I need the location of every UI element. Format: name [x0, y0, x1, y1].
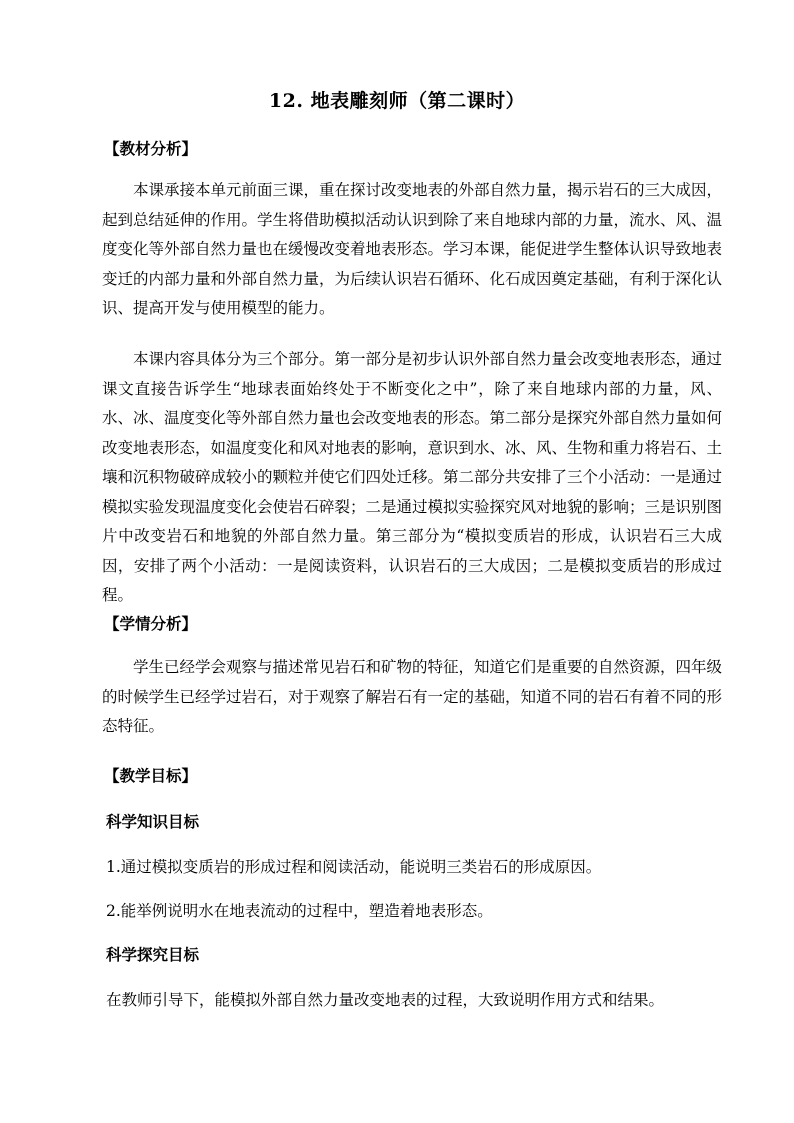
page-title: 12. 地表雕刻师（第二课时） — [268, 90, 526, 112]
learner-analysis-heading: 【学情分析】 — [104, 614, 198, 633]
inquiry-goal-1: 在教师引导下，能模拟外部自然力量改变地表的过程，大致说明作用方式和结果。 — [106, 991, 665, 1009]
knowledge-goals-heading: 科学知识目标 — [106, 812, 200, 831]
knowledge-goal-2: 2.能举例说明水在地表流动的过程中，塑造着地表形态。 — [106, 902, 493, 920]
inquiry-goals-heading: 科学探究目标 — [106, 945, 200, 964]
learner-analysis-paragraph: 学生已经学会观察与描述常见岩石和矿物的特征，知道它们是重要的自然资源，四年级的时候学生已经学过岩石，对于观察了解岩石有一定的基础，知道不同的岩石有着不同的形态特征。 — [102, 658, 723, 735]
analysis-heading: 【教材分析】 — [104, 139, 198, 158]
analysis-paragraph-1: 本课承接本单元前面三课，重在探讨改变地表的外部自然力量，揭示岩石的三大成因，起到总结延伸的作用。学生将借助模拟活动认识到除了来自地球内部的力量，流水、风、温度变化等外部自然力量也在缓慢改变着地表形态。学习本课，能促进学生整体认识导致地表变迁的内部力量和外部自然力量，为后续认识岩石循环、化石成因奠定基础，有利于深化认识、提高开发与使用模型的能力。 — [102, 181, 723, 317]
analysis-paragraph-2: 本课内容具体分为三个部分。第一部分是初步认识外部自然力量会改变地表形态，通过课文直接告诉学生“地球表面始终处于不断变化之中”，除了来自地球内部的力量，风、水、冰、温度变化等外部自然力量也会改变地表的形态。第二部分是探究外部自然力量如何改变地表形态，如温度变化和风对地表的影响，意识到水、冰、风、生物和重力将岩石、土壤和沉积物破碎成较小的颗粒并使它们四处迁移。第二部分共安排了三个小活动：一是通过模拟实验发现温度变化会使岩石碎裂；二是通过模拟实验探究风对地貌的影响；三是识别图片中改变岩石和地貌的外部自然力量。第三部分为“模拟变质岩的形成，认识岩石三大成因，安排了两个小活动：一是阅读资料，认识岩石的三大成因；二是模拟变质岩的形成过程。 — [102, 350, 723, 604]
teaching-goals-heading: 【教学目标】 — [104, 766, 198, 785]
knowledge-goal-1: 1.通过模拟变质岩的形成过程和阅读活动，能说明三类岩石的形成原因。 — [106, 858, 602, 876]
